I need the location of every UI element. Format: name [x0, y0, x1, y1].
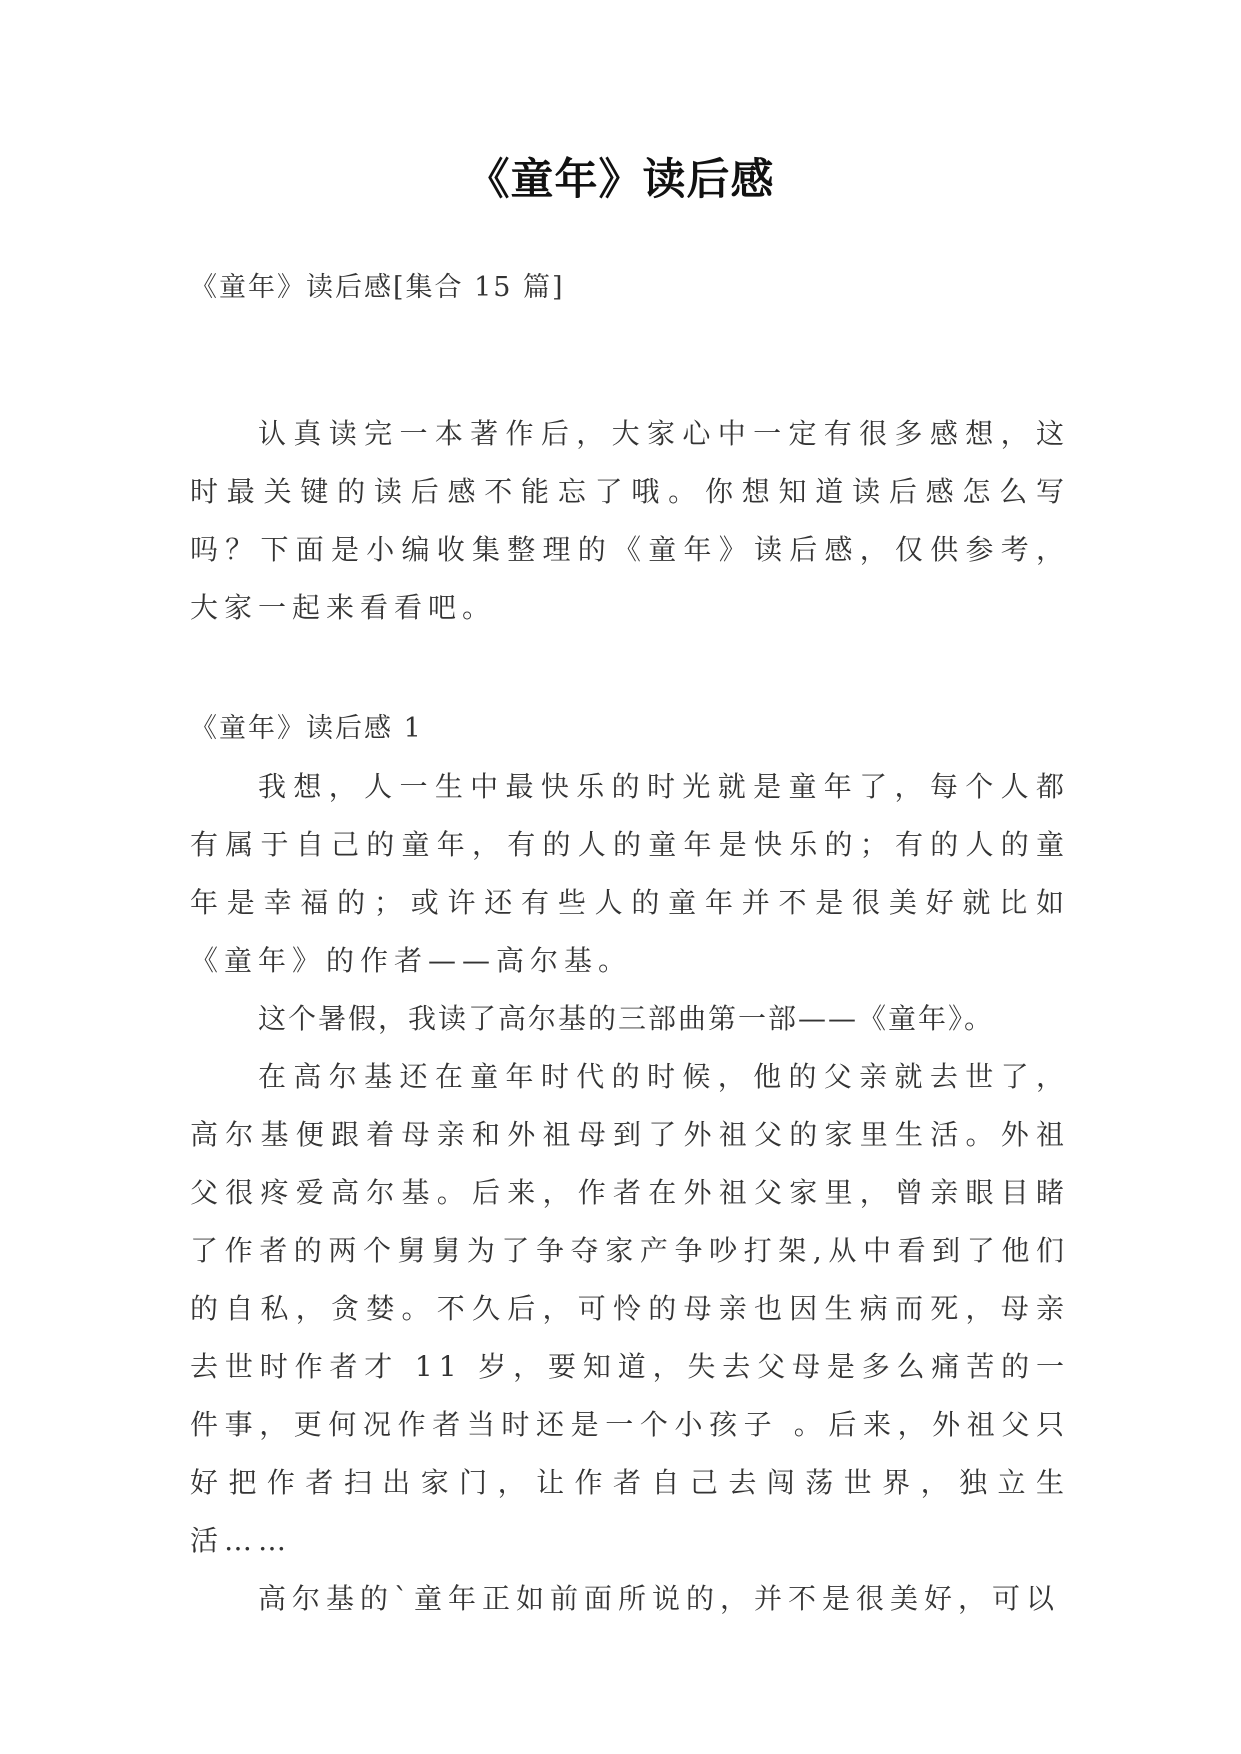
document-title: 《童年》读后感 — [466, 155, 775, 205]
essay-section — [190, 700, 1070, 1628]
essay-paragraph: 在高尔基还在童年时代的时候，他的父亲就去世了，高尔基便跟着母亲和外祖母到了外祖父的家里生活。外祖父很疼爱高尔基。后来，作者在外祖父家里，曾亲眼目睹了作者的两个舅舅为了争夺家产争吵打架,从中看到了他们的自私，贪婪。不久后，可怜的母亲也因生病而死，母亲去世时作者才 11 岁，要知道，失去父母是多么痛苦的一件事，更何况作者当时还是一个小孩子 。后来，外祖父只好把作者扫出家门，让作者自己去闯荡世界，独立生活…… — [190, 1060, 1070, 1557]
essay-heading: 《童年》读后感 1 — [190, 713, 423, 744]
document-subtitle: 《童年》读后感[集合 15 篇] — [190, 272, 565, 303]
intro-paragraph: 认真读完一本著作后，大家心中一定有很多感想，这时最关键的读后感不能忘了哦。你想知道读后感怎么写吗？下面是小编收集整理的《童年》读后感，仅供参考，大家一起来看看吧。 — [190, 417, 1070, 624]
intro-section — [190, 405, 1070, 637]
essay-paragraph: 我想，人一生中最快乐的时光就是童年了，每个人都有属于自己的童年，有的人的童年是快乐的；有的人的童年是幸福的；或许还有些人的童年并不是很美好就比如《童年》的作者——高尔基。 — [190, 770, 1070, 977]
essay-paragraph: 这个暑假，我读了高尔基的三部曲第一部——《童年》。 — [258, 1002, 995, 1035]
essay-paragraph: 高尔基的`童年正如前面所说的，并不是很美好，可以 — [258, 1582, 1061, 1615]
